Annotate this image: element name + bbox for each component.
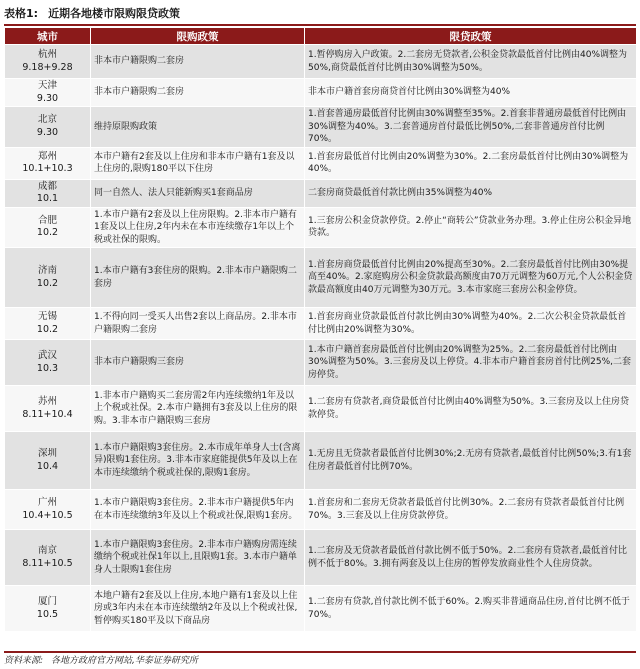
policy-date: 10.4	[36, 460, 59, 472]
loan-policy-cell: 二套房商贷最低首付款比例由35%调整为40%	[305, 179, 637, 207]
table-row	[5, 207, 637, 248]
purchase-policy-cell: 非本市户籍限购三套房	[91, 340, 305, 386]
policy-date: 10.2	[36, 323, 59, 335]
city-cell	[5, 107, 91, 148]
purchase-policy-cell: 维持原限购政策	[91, 107, 305, 148]
policy-date: 10.3	[36, 362, 59, 374]
city-name: 厦门	[37, 596, 57, 607]
loan-policy-cell: 非本市户籍首套房商贷首付比例由30%调整为40%	[305, 79, 637, 107]
policy-date: 9.30	[36, 92, 59, 104]
city-name: 深圳	[37, 448, 57, 459]
city-cell	[5, 79, 91, 107]
city-name: 天津	[37, 80, 57, 91]
table-row	[5, 340, 637, 386]
caption-label: 表格1:	[4, 7, 39, 20]
city-name: 苏州	[37, 396, 57, 407]
city-cell	[5, 340, 91, 386]
caption-title: 近期各地楼市限购限贷政策	[48, 7, 181, 20]
purchase-policy-cell: 1.本市户籍限购3套住房。2.非本市户籍提供5年内在本市连续缴纳3年及以上个税或社保,限购1套房。	[91, 490, 305, 530]
loan-policy-cell: 1.首套房商业贷款最低首付款比例由30%调整为40%。2.二次公积金贷款最低首付比例由20%调整为30%。	[305, 308, 637, 340]
loan-policy-cell: 1.首套房最低首付比例由20%调整为30%。2.二套房最低首付比例由30%调整为40%。	[305, 147, 637, 179]
loan-policy-cell: 1.二套房有贷款者,商贷最低首付比例由40%调整为50%。3.三套房及以上住房贷款停贷。	[305, 386, 637, 432]
purchase-policy-cell: 本地户籍有2套及以上住房,本地户籍有1套及以上住房或3年内未在本市连续缴纳2年及以上个税或社保,暂停购买180平及以下商品房	[91, 586, 305, 632]
city-cell	[5, 45, 91, 79]
purchase-policy-cell: 1.本市户籍有3套住房的限购。2.非本市户籍限购二套房	[91, 248, 305, 308]
table-caption	[4, 4, 636, 26]
loan-policy-cell: 1.二套房及无贷款者最低首付款比例不低于50%。2.二套房有贷款者,最低首付比例不低于80%。3.拥有两套及以上住房的暂停发放商业性个人住房贷款。	[305, 530, 637, 586]
table-row	[5, 45, 637, 79]
table-row	[5, 308, 637, 340]
policy-date: 10.4+10.5	[22, 509, 73, 521]
policy-date: 10.2	[36, 277, 59, 289]
policy-date: 9.18+9.28	[22, 61, 73, 73]
city-name: 武汉	[37, 350, 57, 361]
table-row	[5, 179, 637, 207]
city-name: 郑州	[37, 150, 57, 162]
purchase-policy-cell: 本市户籍有2套及以上住房和非本市户籍有1套及以上住房的,限购180平以下住房	[91, 147, 305, 179]
city-cell	[5, 386, 91, 432]
table-row	[5, 107, 637, 148]
table-row	[5, 147, 637, 179]
loan-policy-cell: 1.三套房公积金贷款停贷。2.停止“商转公”贷款业务办理。3.停止住房公积金异地贷款。	[305, 207, 637, 248]
table-row	[5, 490, 637, 530]
city-cell	[5, 308, 91, 340]
table-header-row	[5, 28, 637, 45]
city-name: 南京	[37, 545, 57, 556]
header-loan-policy: 限贷政策	[305, 28, 637, 45]
loan-policy-cell: 1.二套房有贷款,首付款比例不低于60%。2.购买非普通商品住房,首付比例不低于70%。	[305, 586, 637, 632]
city-cell	[5, 432, 91, 490]
city-cell	[5, 207, 91, 248]
city-name: 无锡	[37, 311, 57, 322]
source-label: 资料来源:	[4, 656, 44, 666]
header-city: 城市	[5, 28, 91, 45]
city-name: 成都	[37, 180, 57, 192]
loan-policy-cell: 1.无房且无贷款者最低首付比例30%;2.无房有贷款者,最低首付比例50%;3.有1套住房者最低首付比例70%。	[305, 432, 637, 490]
loan-policy-cell: 1.暂停购房入户政策。2.二套房无贷款者,公积金贷款最低首付比例由40%调整为50%,商贷最低首付比例由30%调整为50%。	[305, 45, 637, 79]
policy-date: 8.11+10.5	[22, 557, 73, 569]
loan-policy-cell: 1.首套房和二套房无贷款者最低首付比例30%。2.二套房有贷款者最低首付比例70%。3.三套及以上住房贷款停贷。	[305, 490, 637, 530]
table-row	[5, 530, 637, 586]
loan-policy-cell: 1.首套房商贷最低首付比例由20%提高至30%。2.二套房最低首付比例由30%提高至40%。2.家庭购房公积金贷款最高额度由70万元调整为60万元,个人公积金贷款最高额度由40万元调整为30万元。3.本市家庭三套房公积金停贷。	[305, 248, 637, 308]
city-name: 济南	[37, 265, 57, 276]
city-name: 广州	[37, 497, 57, 508]
city-name: 北京	[37, 114, 57, 126]
purchase-policy-cell: 同一自然人、法人只能新购买1套商品房	[91, 179, 305, 207]
city-name: 合肥	[37, 214, 57, 226]
table-row	[5, 432, 637, 490]
source-note	[4, 651, 636, 669]
purchase-policy-cell: 1.非本市户籍购买二套房需2年内连续缴纳1年及以上个税或社保。2.本市户籍拥有3套及以上住房的限购。3.非本市户籍限购三套房	[91, 386, 305, 432]
purchase-policy-cell: 非本市户籍限购二套房	[91, 45, 305, 79]
city-cell	[5, 586, 91, 632]
city-cell	[5, 179, 91, 207]
loan-policy-cell: 1.本市户籍首套房最低首付比例由20%调整为25%。2.二套房最低首付比例由30%调整为50%。3.三套房及以上停贷。4.非本市户籍首套房首付比例25%,二套房停贷。	[305, 340, 637, 386]
header-purchase-policy: 限购政策	[91, 28, 305, 45]
table-row	[5, 586, 637, 632]
policy-date: 10.5	[36, 608, 59, 620]
city-cell	[5, 530, 91, 586]
city-cell	[5, 248, 91, 308]
purchase-policy-cell: 非本市户籍限购二套房	[91, 79, 305, 107]
loan-policy-cell: 1.首套普通房最低首付比例由30%调整至35%。2.首套非普通房最低首付比例由30%调整为40%。3.二套普通房首付最低比例50%,二套非普通房首付比例70%。	[305, 107, 637, 148]
purchase-policy-cell: 1.本市户籍限购3套住房。2.本市成年单身人士(含离异)限购1套住房。3.非本市家庭能提供5年及以上在本市连续缴纳个税或社保的,限购1套房。	[91, 432, 305, 490]
policy-table	[4, 27, 637, 632]
purchase-policy-cell: 1.不得向同一受买人出售2套以上商品房。2.非本市户籍限购二套房	[91, 308, 305, 340]
policy-date: 9.30	[36, 126, 59, 138]
city-cell	[5, 490, 91, 530]
policy-date: 10.2	[36, 227, 59, 239]
table-row	[5, 248, 637, 308]
purchase-policy-cell: 1.本市户籍有2套及以上住房限购。2.非本市户籍有1套及以上住房,2年内未在本市连续缴存1年以上个税或社保的限购。	[91, 207, 305, 248]
policy-date: 8.11+10.4	[22, 408, 73, 420]
table-row	[5, 79, 637, 107]
purchase-policy-cell: 1.本市户籍限购3套住房。2.非本市户籍购房需连续缴纳个税或社保1年以上,且限购1套。3.本市户籍单身人士限购1套住房	[91, 530, 305, 586]
table-row	[5, 386, 637, 432]
policy-date: 10.1+10.3	[22, 163, 73, 174]
city-name: 杭州	[37, 49, 57, 60]
policy-date: 10.1	[36, 193, 59, 204]
city-cell	[5, 147, 91, 179]
source-text: 各地方政府官方网站,华泰证券研究所	[51, 656, 198, 666]
